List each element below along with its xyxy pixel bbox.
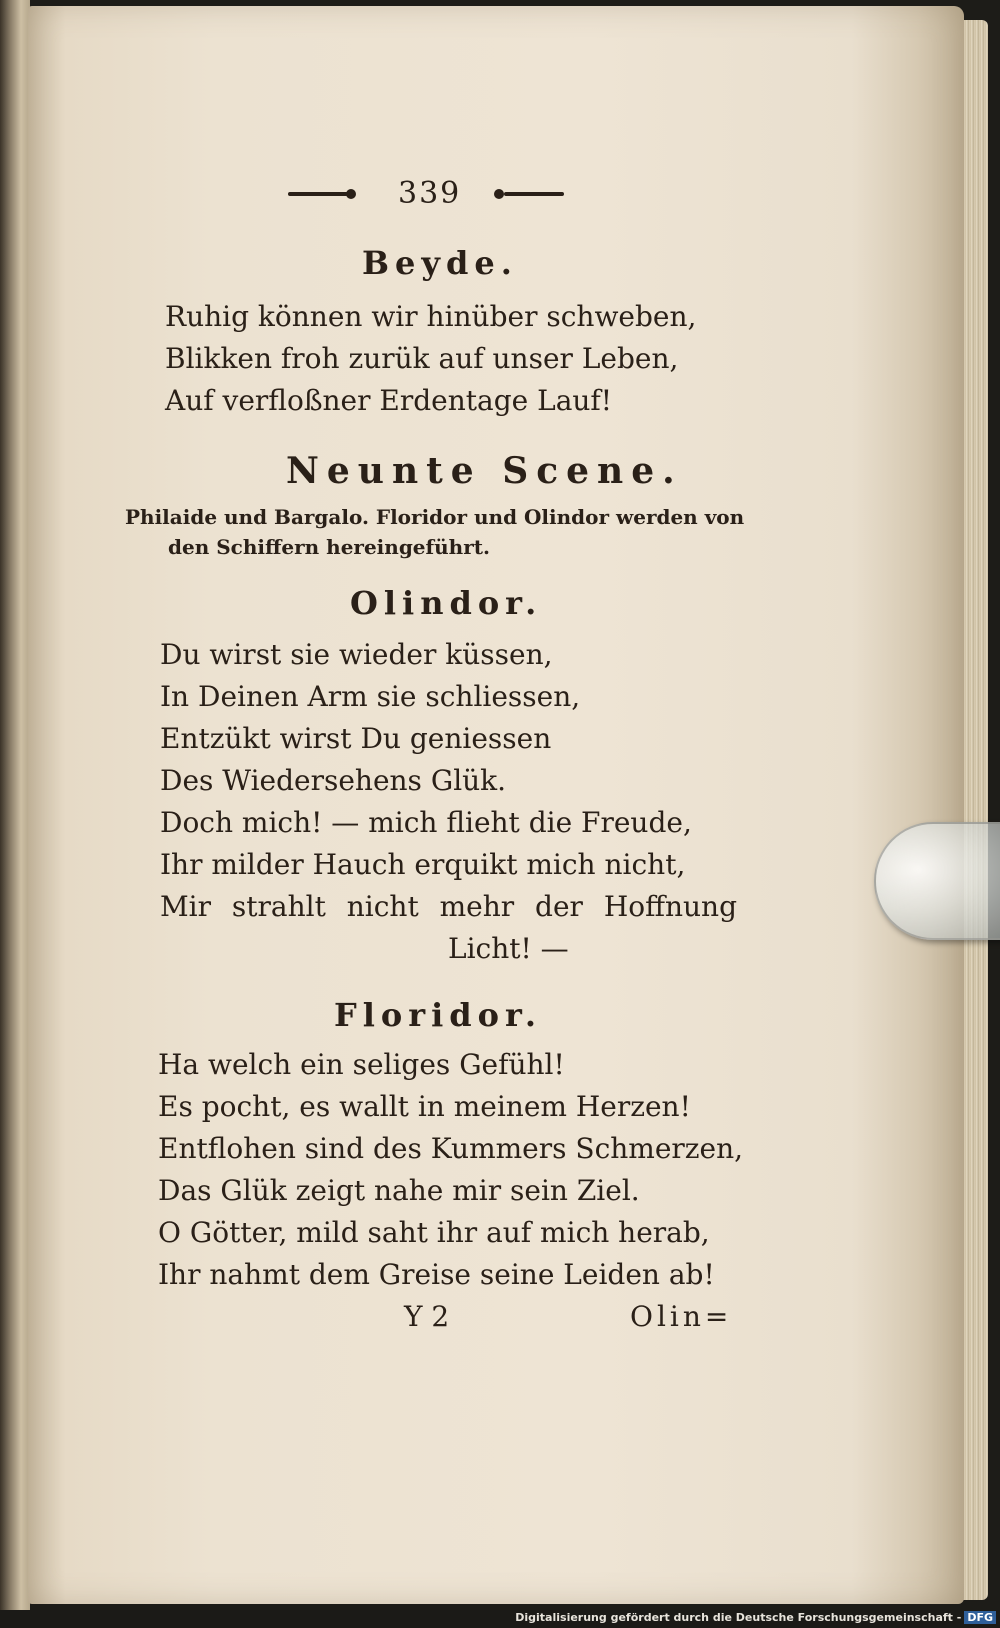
verse-line: O Götter, mild saht ihr auf mich herab, bbox=[158, 1216, 710, 1249]
signature-mark: Y 2 bbox=[404, 1300, 450, 1333]
verse-line: Mir strahlt nicht mehr der Hoffnung bbox=[160, 890, 738, 923]
catchword: Olin= bbox=[630, 1300, 733, 1333]
page-number: 339 bbox=[398, 176, 462, 211]
header-ornament-dot-right bbox=[494, 189, 504, 199]
verse-line: Doch mich! — mich flieht die Freude, bbox=[160, 806, 692, 839]
footer-credit bbox=[515, 1611, 996, 1624]
verse-line: Auf verfloßner Erdentage Lauf! bbox=[165, 384, 613, 417]
header-ornament-right bbox=[504, 192, 564, 196]
verse-line: Entflohen sind des Kummers Schmerzen, bbox=[158, 1132, 744, 1165]
verse-line: Das Glük zeigt nahe mir sein Ziel. bbox=[158, 1174, 640, 1207]
footer-text: Digitalisierung gefördert durch die Deutsche Forschungsgemeinschaft - bbox=[515, 1611, 962, 1624]
header-ornament-left bbox=[288, 192, 348, 196]
scene-title: Neunte Scene. bbox=[286, 450, 683, 492]
speaker-beyde: Beyde. bbox=[362, 244, 518, 282]
speaker-floridor: Floridor. bbox=[334, 996, 543, 1034]
verse-line: Entzükt wirst Du geniessen bbox=[160, 722, 552, 755]
verse-line: Es pocht, es wallt in meinem Herzen! bbox=[158, 1090, 691, 1123]
stage-direction: den Schiffern hereingeführt. bbox=[168, 535, 490, 559]
verse-line: Ha welch ein seliges Gefühl! bbox=[158, 1048, 565, 1081]
speaker-olindor: Olindor. bbox=[350, 584, 543, 622]
previous-page-edge bbox=[0, 0, 30, 1610]
dfg-logo: DFG bbox=[964, 1611, 996, 1624]
verse-line: Ruhig können wir hinüber schweben, bbox=[165, 300, 697, 333]
verse-line: In Deinen Arm sie schliessen, bbox=[160, 680, 581, 713]
verse-line: Licht! — bbox=[448, 932, 569, 965]
header-ornament-dot-left bbox=[346, 189, 356, 199]
stage-direction: Philaide und Bargalo. Floridor und Olindor werden von bbox=[125, 505, 745, 529]
verse-line: Blikken froh zurük auf unser Leben, bbox=[165, 342, 679, 375]
verse-line: Du wirst sie wieder küssen, bbox=[160, 638, 553, 671]
verse-line: Des Wiedersehens Glük. bbox=[160, 764, 507, 797]
verse-line: Ihr milder Hauch erquikt mich nicht, bbox=[160, 848, 686, 881]
page-clip bbox=[874, 822, 1000, 940]
verse-line: Ihr nahmt dem Greise seine Leiden ab! bbox=[158, 1258, 715, 1291]
